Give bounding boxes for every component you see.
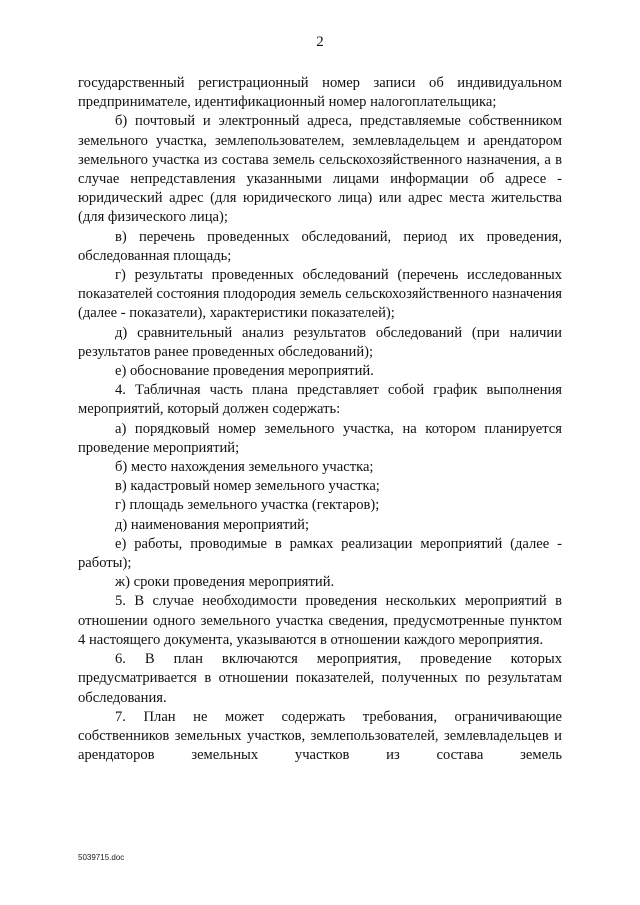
document-body (78, 74, 562, 765)
paragraph-item-d-names: д) наименования мероприятий; (115, 516, 309, 533)
paragraph-item-d-analysis: д) сравнительный анализ результатов обследований (при наличии результатов ранее проведенных обследований); (78, 324, 562, 360)
paragraph-item-e-works: е) работы, проводимые в рамках реализации мероприятий (далее - работы); (78, 535, 562, 572)
paragraph-item-b-location: б) место нахождения земельного участка; (115, 459, 374, 476)
paragraph-section-5: 5. В случае необходимости проведения нескольких мероприятий в отношении одного земельного участка сведения, предусмотренные пунктом 4 настоящего документа, указываются в отношении каждого мероприятия. (78, 593, 562, 648)
paragraph-item-v-cadastral: в) кадастровый номер земельного участка; (115, 478, 380, 495)
footer-filename: 5039715.doc (78, 853, 125, 862)
paragraph-item-a-number: а) порядковый номер земельного участка, на котором планируется проведение мероприятий; (78, 420, 562, 456)
paragraph-section-4: 4. Табличная часть плана представляет собой график выполнения мероприятий, который должен содержать: (78, 382, 562, 418)
paragraph-item-e-justification: е) обоснование проведения мероприятий. (115, 363, 374, 380)
paragraph-item-b-addresses: б) почтовый и электронный адреса, представляемые собственником земельного участка, землепользователем, землевладельцем и арендатором земельного участка из состава земель сельскохозяйственного назначения, а в случае непредставления указанными лицами информации об адресе - юридический адрес (для юридического лица) или адрес места жительства (для физического лица); (78, 113, 562, 226)
paragraph-section-7: 7. План не может содержать требования, ограничивающие собственников земельных участков, землепользователей, землевладельцев и арендаторов земельных участков из состава земель (78, 708, 562, 764)
paragraph-continuation: государственный регистрационный номер записи об индивидуальном предпринимателе, идентификационный номер налогоплательщика; (78, 75, 562, 111)
paragraph-item-v-surveys: в) перечень проведенных обследований, период их проведения, обследованная площадь; (78, 228, 562, 264)
paragraph-item-g-area: г) площадь земельного участка (гектаров); (115, 497, 380, 514)
paragraph-item-g-results: г) результаты проведенных обследований (перечень исследованных показателей состояния плодородия земель сельскохозяйственного назначения (далее - показатели), характеристики показателей); (78, 267, 562, 322)
paragraph-section-6: 6. В план включаются мероприятия, проведение которых предусматривается в отношении показателей, полученных по результатам обследования. (78, 651, 562, 706)
paragraph-item-zh-deadlines: ж) сроки проведения мероприятий. (115, 574, 335, 591)
page-number: 2 (316, 34, 324, 50)
